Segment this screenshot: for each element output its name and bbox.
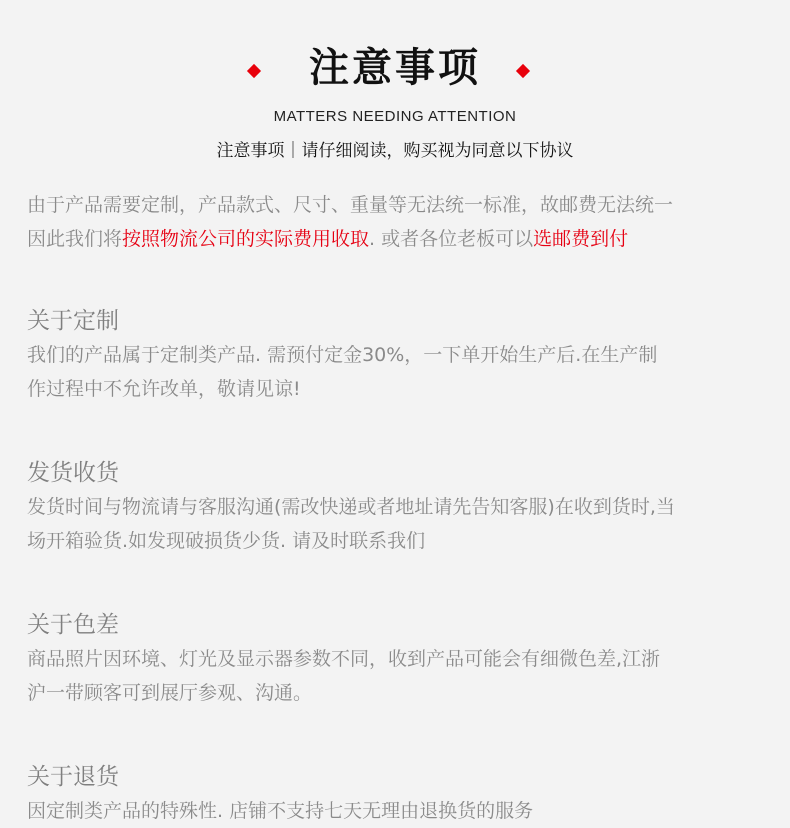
- section-line: 场开箱验货.如发现破损货少货. 请及时联系我们: [27, 530, 426, 552]
- intro-line-2: [27, 222, 767, 256]
- content: [27, 188, 767, 828]
- section-line: 因定制类产品的特殊性. 店铺不支持七天无理由退换货的服务: [27, 800, 534, 822]
- section-line: 作过程中不允许改单，敬请见谅!: [27, 378, 301, 400]
- section-line: 沪一带顾客可到展厅参观、沟通。: [27, 682, 313, 704]
- section-customization: [27, 304, 767, 406]
- section-shipping: [27, 456, 767, 558]
- section-color-difference: [27, 608, 767, 710]
- section-line: 商品照片因环境、灯光及显示器参数不同，收到产品可能会有细微色差,江浙: [27, 648, 661, 670]
- intro-paragraph: [27, 188, 767, 256]
- section-title: 关于色差: [27, 612, 119, 638]
- section-title: 发货收货: [27, 460, 119, 486]
- title-row: [0, 38, 790, 100]
- section-line: 发货时间与物流请与客服沟通(需改快递或者地址请先告知客服)在收到货时,当: [27, 496, 675, 518]
- subtitle-chinese: 注意事项｜请仔细阅读，购买视为同意以下协议: [216, 141, 574, 161]
- section-title: 关于定制: [27, 308, 119, 334]
- section-returns: [27, 760, 767, 828]
- intro-highlight-cod-shipping: 选邮费到付: [533, 228, 629, 250]
- section-title: 关于退货: [27, 764, 119, 790]
- intro-text-a: 因此我们将: [27, 228, 123, 250]
- section-line: 我们的产品属于定制类产品. 需预付定金30%，一下单开始生产后.在生产制: [27, 344, 658, 366]
- intro-line-1: 由于产品需要定制，产品款式、尺寸、重量等无法统一标准，故邮费无法统一: [27, 194, 674, 216]
- intro-text-b: . 或者各位老板可以: [369, 228, 534, 250]
- page-title: 注意事项: [309, 45, 481, 91]
- subtitle-english: MATTERS NEEDING ATTENTION: [273, 108, 517, 125]
- intro-highlight-shipping-cost: 按照物流公司的实际费用收取: [122, 228, 370, 250]
